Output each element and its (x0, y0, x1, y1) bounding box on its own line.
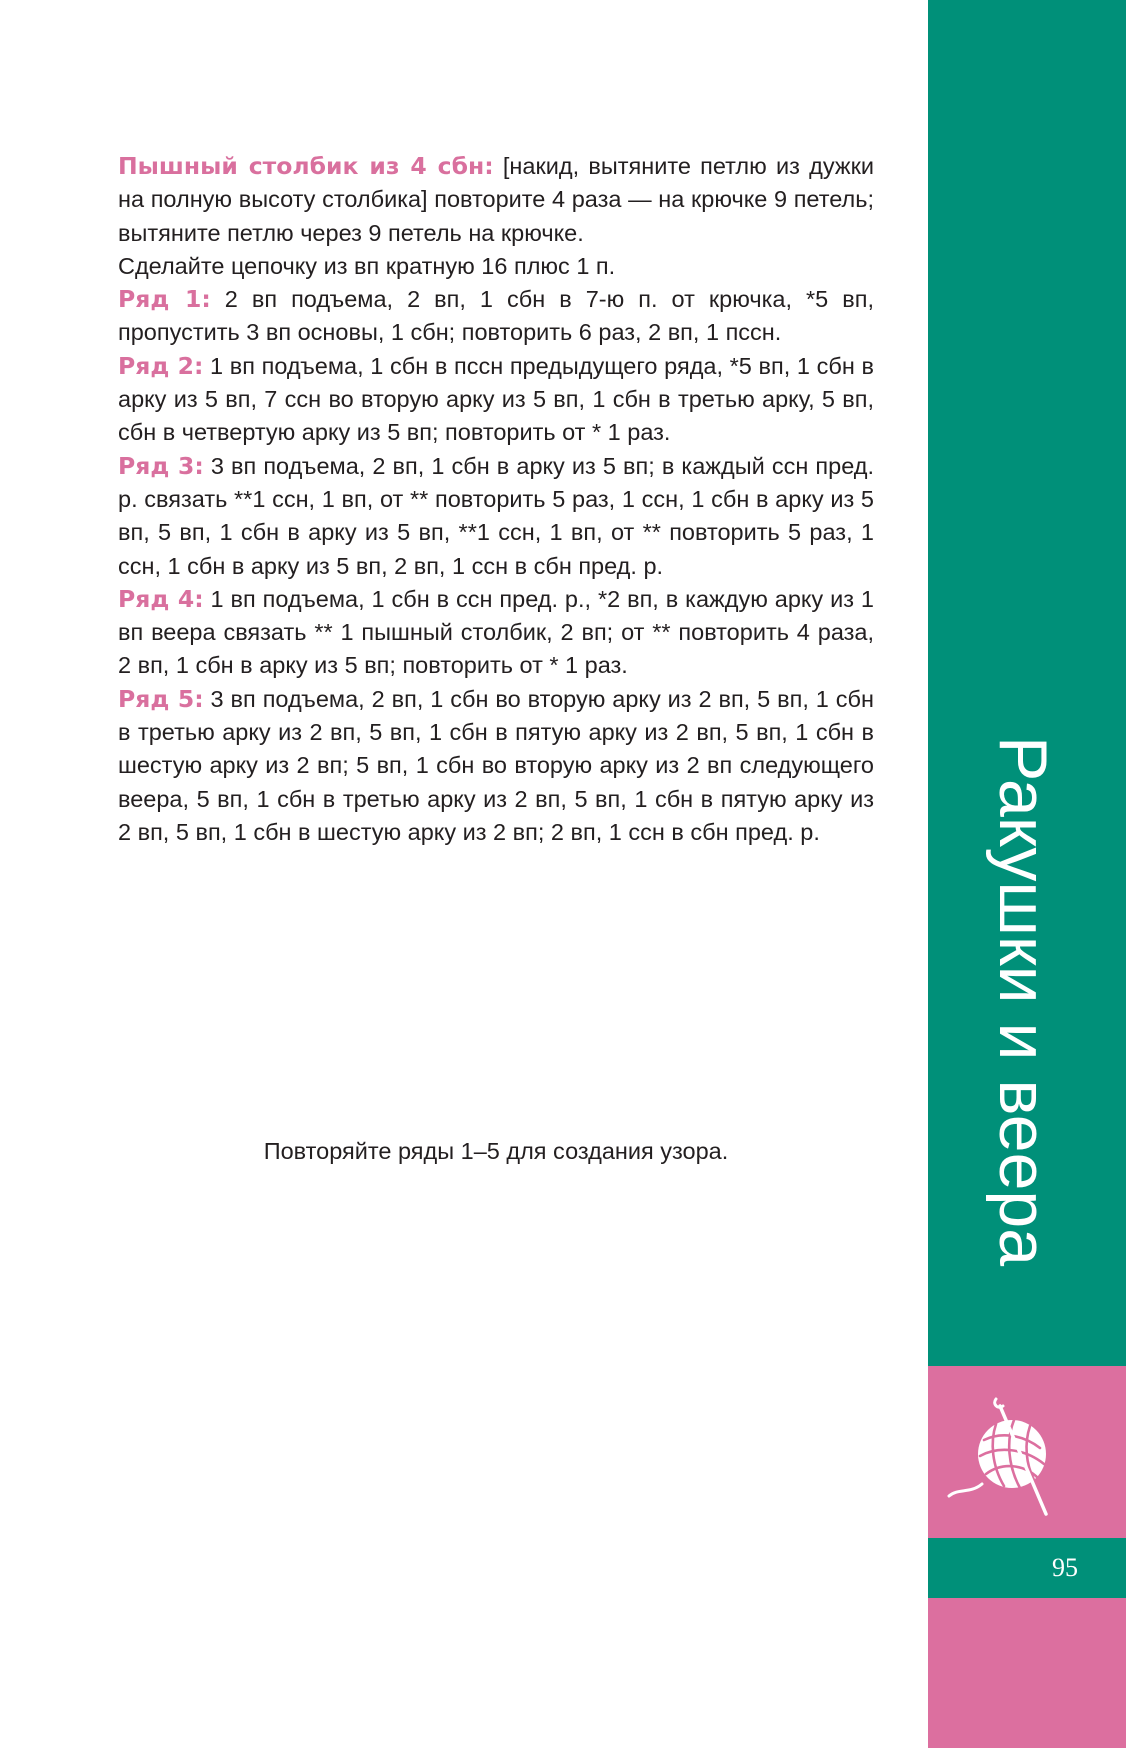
page-number: 95 (1052, 1553, 1078, 1582)
body-text (118, 150, 874, 1164)
row-4-label: Ряд 4: (118, 584, 204, 613)
row-4-text: 1 вп подъема, 1 сбн в ссн пред. р., *2 вп, в каждую арку из 1 вп веера связать ** 1 пышный столбик, 2 вп; от ** повторить 4 раза, 2 вп, 1 сбн в арку из 5 вп; повторить от * 1 раз. (118, 585, 874, 679)
intro-paragraph (118, 150, 874, 250)
row-2-label: Ряд 2: (118, 351, 204, 380)
section-sidebar (928, 0, 1126, 1748)
row-5-text: 3 вп подъема, 2 вп, 1 сбн во вторую арку из 2 вп, 5 вп, 1 сбн в третью арку из 2 вп, 5 вп, 1 сбн в пятую арку из 2 вп, 5 вп, 1 сбн в шестую арку из 2 вп; 5 вп, 1 сбн во вторую арку из 2 вп следующего веера, 5 вп, 1 сбн в третью арку из 2 вп, 5 вп, 1 сбн в пятую арку из 2 вп, 5 вп, 1 сбн в шестую арку из 2 вп; 2 вп, 1 ссн в сбн пред. р. (118, 685, 874, 845)
section-title: Ракушки и веера (985, 735, 1061, 1267)
row-1-label: Ряд 1: (118, 285, 211, 314)
sidebar-bottom-band (928, 1598, 1126, 1748)
row-5-paragraph (118, 683, 874, 849)
row-2-text: 1 вп подъема, 1 сбн в пссн предыдущего ряда, *5 вп, 1 сбн в арку из 5 вп, 7 ссн во вторую арку из 5 вп, 1 сбн в третью арку, 5 вп, сбн в четвертую арку из 5 вп; повторить от * 1 раз. (118, 352, 874, 446)
row-2-paragraph (118, 350, 874, 450)
closing-instruction: Повторяйте ряды 1–5 для создания узора. (263, 1138, 729, 1164)
row-1-paragraph (118, 283, 874, 350)
row-3-text: 3 вп подъема, 2 вп, 1 сбн в арку из 5 вп; в каждый ссн пред. р. связать **1 ссн, 1 вп, от ** повторить 5 раз, 1 ссн, 1 сбн в арку из 5 вп, 5 вп, 1 сбн в арку из 5 вп, **1 ссн, 1 вп, от ** повторить 5 раз, 1 ссн, 1 сбн в арку из 5 вп, 2 вп, 1 ссн в сбн пред. р. (118, 452, 874, 579)
yarn-ball-with-crochet-hook-icon (942, 1392, 1072, 1520)
term-label: Пышный столбик из 4 сбн: (118, 152, 494, 180)
row-4-paragraph (118, 583, 874, 683)
row-1-text: 2 вп подъема, 2 вп, 1 сбн в 7-ю п. от крючка, *5 вп, пропустить 3 вп основы, 1 сбн; повторить 6 раз, 2 вп, 1 пссн. (118, 286, 874, 346)
row-3-paragraph (118, 450, 874, 583)
chain-instruction: Сделайте цепочку из вп кратную 16 плюс 1 п. (118, 252, 616, 279)
row-5-label: Ряд 5: (118, 684, 204, 713)
intro-text: [накид, вытяните петлю из дужки на полную высоту столбика] повторите 4 раза — на крючке 9 петель; вытяните петлю через 9 петель на крючке. (118, 153, 874, 246)
row-3-label: Ряд 3: (118, 451, 204, 480)
